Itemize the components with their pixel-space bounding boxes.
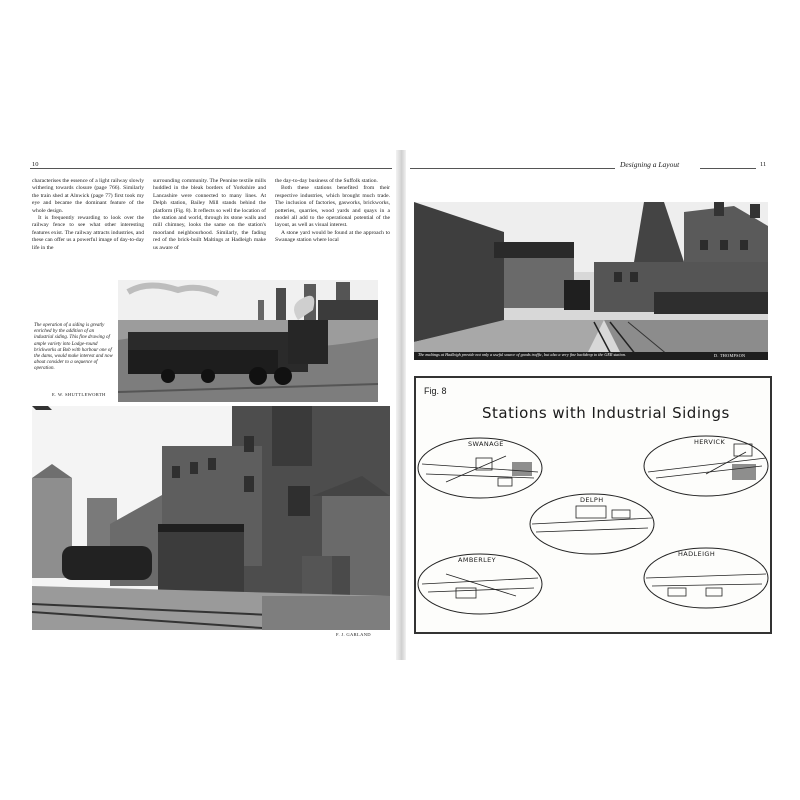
brickworks-locomotive-photo: [118, 280, 378, 402]
right-header-rule-left: [410, 168, 615, 169]
left-text-column-3: [275, 178, 390, 245]
hadleigh-station-photo: [414, 202, 768, 360]
station-label-hadleigh: HADLEIGH: [678, 550, 716, 558]
photo-caption: The operation of a siding is greatly enriched by the addition of an industrial siding. This fine drawing of ample variety into Lodge-round brickworks at Bob with harbour one of the dams, would make interest and now about consider to a sequence of operation.: [34, 323, 113, 372]
running-head: Designing a Layout: [620, 160, 680, 169]
paragraph: surrounding community. The Pennine textile mills huddled in the bleak borders of Yorkshire and Lancashire were connected to many lines. At Delph station, Bailey Mill stands behind the platform (Fig. 8). It reflects so well the location of the station and world, through its stone walls and mill chimney, looks the same on the station's moorland neighbourhood. Similarly, the fading red of the brick-built Maltings at Hadleigh make us aware of: [153, 178, 266, 251]
photo-credit: E. W. SHUTTLEWORTH: [52, 392, 106, 397]
station-label-delph: DELPH: [580, 496, 604, 504]
figure-title: Stations with Industrial Sidings: [482, 404, 730, 422]
left-page: [30, 150, 392, 638]
right-header-rule-right: [700, 168, 756, 169]
mill-siding-photo: [32, 406, 390, 630]
paragraph: the day-to-day business of the Suffolk station.: [275, 178, 378, 184]
right-page: [410, 150, 772, 638]
paragraph: Both these stations benefited from their respective industries, which brought much trade. The inclusion of factories, gasworks, brickworks, potteries, quarries, wood yards and quays in a model all add to the operational potential of the layout, as well as visual interest.: [275, 185, 390, 229]
photo-credit: D. THOMPSON: [714, 353, 746, 358]
photo-credit: F. J. GARLAND: [336, 632, 371, 637]
left-header-rule: [30, 168, 392, 169]
figure-label: Fig. 8: [424, 386, 447, 396]
left-page-number: 10: [32, 161, 39, 168]
left-text-column-1: [32, 178, 144, 252]
photo-caption: The maltings at Hadleigh provide not only a useful source of goods traffic, but also a very fine backdrop to the GER station.: [418, 352, 626, 357]
left-text-column-2: [153, 178, 266, 252]
station-label-amberley: AMBERLEY: [458, 556, 497, 564]
paragraph: It is frequently rewarding to look over the railway fence to see what other interesting features exist. The railway attracts industries, and these can offer us a powerful image of day-to-day life in the: [32, 215, 144, 251]
paragraph: characterises the essence of a light railway slowly withering towards closure (page 766). Similarly the train shed at Alnwick (page 77) first took my eye and became the dominant feature of the whole design.: [32, 178, 144, 214]
paragraph: A stone yard would be found at the approach to Swanage station where local: [275, 229, 390, 244]
right-page-number: 11: [760, 161, 767, 168]
station-plan-ovals: [416, 378, 770, 632]
fig-8-drawing: [414, 376, 772, 634]
station-label-hervick: HERVICK: [694, 438, 726, 446]
book-gutter: [396, 150, 406, 660]
station-label-swanage: SWANAGE: [468, 440, 504, 448]
